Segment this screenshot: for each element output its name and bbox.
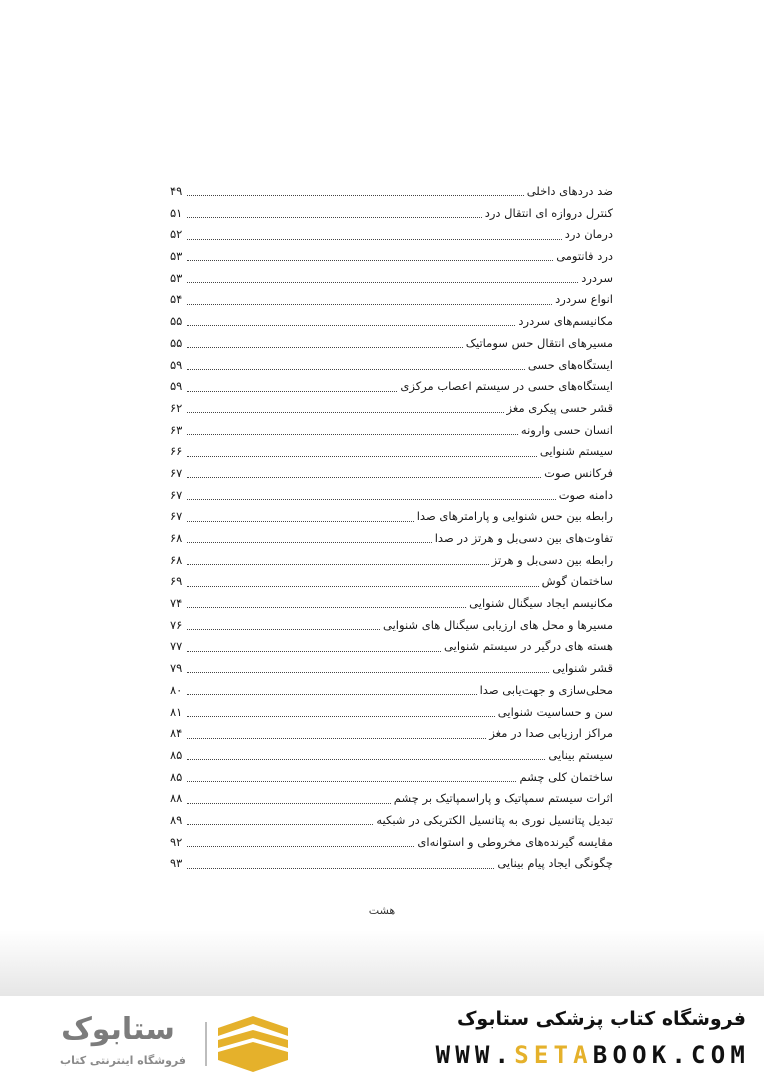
toc-entry	[170, 810, 613, 832]
toc-dot-leader	[187, 434, 518, 435]
toc-entry-page: ۸۹	[170, 812, 183, 827]
toc-entry-page: ۵۵	[170, 314, 183, 329]
toc-entry	[170, 745, 613, 767]
toc-dot-leader	[187, 651, 441, 652]
toc-dot-leader	[187, 716, 495, 717]
toc-dot-leader	[187, 412, 504, 413]
toc-entry	[170, 658, 613, 680]
toc-entry-page: ۹۳	[170, 856, 183, 871]
toc-entry-page: ۶۸	[170, 552, 183, 567]
logo-divider	[205, 1022, 207, 1066]
url-highlight: SETA	[514, 1041, 593, 1069]
toc-entry-title: دامنه صوت	[558, 487, 613, 502]
toc-dot-leader	[187, 738, 486, 739]
toc-entry-page: ۶۸	[170, 531, 183, 545]
toc-entry	[170, 680, 613, 702]
logo-wordmark: ستابوک	[61, 1012, 175, 1047]
url-prefix: WWW.	[435, 1041, 515, 1069]
url-suffix: BOOK.COM	[592, 1041, 750, 1069]
toc-entry-title: قشر شنوایی	[552, 661, 613, 676]
toc-entry-title: مقایسه گیرنده‌های مخروطی و استوانه‌ای	[417, 834, 613, 849]
toc-dot-leader	[187, 868, 494, 869]
toc-dot-leader	[187, 694, 477, 695]
toc-entry	[170, 224, 613, 246]
toc-entry-page: ۴۹	[170, 184, 183, 198]
toc-entry-title: مکانیسم‌های سردرد	[518, 314, 613, 329]
toc-entry	[170, 311, 613, 333]
toc-entry-page: ۵۵	[170, 335, 183, 350]
toc-entry	[170, 246, 613, 268]
toc-dot-leader	[187, 781, 516, 782]
toc-entry-title: فرکانس صوت	[544, 465, 613, 480]
page-number: هشت	[368, 904, 396, 917]
toc-dot-leader	[187, 282, 578, 283]
toc-dot-leader	[187, 759, 545, 760]
toc-dot-leader	[187, 195, 524, 196]
toc-dot-leader	[187, 477, 541, 478]
toc-dot-leader	[187, 325, 515, 326]
toc-entry-page: ۶۷	[170, 509, 183, 524]
toc-entry	[170, 268, 613, 290]
toc-dot-leader	[187, 607, 466, 608]
toc-entry-title: ساختمان گوش	[541, 574, 613, 589]
toc-entry-page: ۵۹	[170, 357, 183, 372]
toc-entry-page: ۷۴	[170, 596, 183, 611]
toc-entry-page: ۶۲	[170, 400, 183, 415]
toc-entry-title: انواع سردرد	[555, 292, 613, 307]
toc-dot-leader	[187, 586, 539, 587]
toc-dot-leader	[187, 391, 397, 392]
toc-entry-title: ساختمان کلی چشم	[519, 769, 613, 784]
toc-entry	[170, 593, 613, 615]
toc-entry-title: ایستگاه‌های حسی	[527, 357, 613, 372]
toc-entry	[170, 528, 613, 550]
toc-entry	[170, 723, 613, 745]
toc-entry	[170, 506, 613, 528]
toc-entry-page: ۸۵	[170, 747, 183, 762]
toc-entry-title: چگونگی ایجاد پیام بینایی	[497, 856, 613, 871]
toc-entry-page: ۵۳	[170, 270, 183, 285]
store-footer	[0, 996, 764, 1080]
toc-entry-title: مسیرها و محل های ارزیابی سیگنال های شنوایی	[383, 617, 613, 632]
toc-entry	[170, 181, 613, 203]
toc-entry	[170, 289, 613, 311]
toc-entry	[170, 788, 613, 810]
toc-entry-page: ۶۹	[170, 574, 183, 589]
toc-entry-page: ۹۲	[170, 834, 183, 849]
toc-dot-leader	[187, 629, 380, 630]
store-name: فروشگاه کتاب پزشکی ستابوک	[456, 1008, 746, 1030]
toc-entry-page: ۷۶	[170, 617, 183, 632]
toc-dot-leader	[187, 217, 482, 218]
toc-entry-title: رابطه بین دسی‌بل و هرتز	[491, 552, 613, 567]
toc-entry	[170, 636, 613, 658]
toc-entry-page: ۶۳	[170, 422, 183, 437]
toc-entry	[170, 463, 613, 485]
toc-entry-page: ۵۴	[170, 292, 183, 307]
toc-entry-title: قشر حسی پیکری مغز	[506, 400, 613, 415]
toc-dot-leader	[187, 824, 373, 825]
logo-tagline: فروشگاه اینترنتی کتاب	[60, 1054, 186, 1067]
toc-dot-leader	[187, 846, 414, 847]
toc-entry-title: اثرات سیستم سمپاتیک و پاراسمپاتیک بر چشم	[393, 791, 613, 806]
toc-entry-page: ۸۰	[170, 682, 183, 697]
toc-entry-page: ۸۵	[170, 769, 183, 784]
toc-entry	[170, 203, 613, 225]
toc-entry	[170, 767, 613, 789]
toc-entry-title: انسان حسی وارونه	[520, 422, 613, 437]
toc-entry-page: ۷۹	[170, 661, 183, 676]
toc-entry-title: درد فانتومی	[556, 249, 613, 264]
toc-entry	[170, 571, 613, 593]
toc-entry-title: سیستم بینایی	[548, 747, 613, 762]
toc-dot-leader	[187, 347, 463, 348]
toc-entry	[170, 615, 613, 637]
toc-entry-title: هسته های درگیر در سیستم شنوایی	[444, 639, 613, 654]
toc-entry-title: درمان درد	[564, 227, 613, 242]
toc-entry-title: رابطه بین حس شنوایی و پارامترهای صدا	[416, 509, 613, 524]
toc-entry-page: ۸۴	[170, 726, 183, 741]
toc-entry-title: سردرد	[581, 270, 613, 285]
toc-entry-title: محلی‌سازی و جهت‌یابی صدا	[479, 682, 613, 697]
toc-entry	[170, 398, 613, 420]
toc-dot-leader	[187, 803, 391, 804]
toc-entry	[170, 376, 613, 398]
toc-entry-title: ضد دردهای داخلی	[526, 184, 613, 198]
store-url[interactable]	[436, 1041, 750, 1069]
toc-entry-title: تبدیل پتانسیل نوری به پتانسیل الکتریکی در شبکیه	[376, 812, 613, 827]
table-of-contents	[170, 181, 613, 875]
toc-dot-leader	[187, 672, 549, 673]
toc-entry-title: سن و حساسیت شنوایی	[497, 704, 613, 719]
toc-entry	[170, 420, 613, 442]
toc-entry-page: ۵۹	[170, 379, 183, 394]
toc-dot-leader	[187, 499, 556, 500]
toc-dot-leader	[187, 304, 552, 305]
toc-entry	[170, 355, 613, 377]
toc-entry-page: ۵۲	[170, 227, 183, 242]
toc-dot-leader	[187, 260, 553, 261]
toc-entry-title: ایستگاه‌های حسی در سیستم اعصاب مرکزی	[400, 379, 613, 394]
toc-entry-title: مکانیسم ایجاد سیگنال شنوایی	[469, 596, 613, 611]
toc-entry	[170, 550, 613, 572]
toc-entry-page: ۵۳	[170, 249, 183, 264]
toc-entry-title: تفاوت‌های بین دسی‌بل و هرتز در صدا	[434, 531, 613, 545]
toc-entry-title: مراکز ارزیابی صدا در مغز	[489, 726, 613, 741]
toc-entry-title: کنترل دروازه ای انتقال درد	[484, 205, 613, 220]
book-stack-logo-icon	[214, 1016, 292, 1072]
toc-entry	[170, 333, 613, 355]
toc-entry	[170, 853, 613, 875]
toc-entry-title: سیستم شنوایی	[539, 444, 613, 459]
toc-entry-page: ۷۷	[170, 639, 183, 654]
toc-dot-leader	[187, 564, 489, 565]
toc-entry	[170, 485, 613, 507]
toc-entry-page: ۶۷	[170, 487, 183, 502]
toc-entry-page: ۵۱	[170, 205, 183, 220]
page-shadow	[0, 930, 764, 996]
toc-dot-leader	[187, 456, 537, 457]
toc-entry-page: ۶۷	[170, 465, 183, 480]
toc-entry	[170, 832, 613, 854]
toc-dot-leader	[187, 239, 562, 240]
toc-entry-page: ۸۸	[170, 791, 183, 806]
toc-entry-page: ۶۶	[170, 444, 183, 459]
toc-dot-leader	[187, 542, 432, 543]
toc-entry	[170, 702, 613, 724]
toc-entry	[170, 441, 613, 463]
toc-entry-page: ۸۱	[170, 704, 183, 719]
toc-entry-title: مسیرهای انتقال حس سوماتیک	[465, 335, 613, 350]
toc-dot-leader	[187, 521, 414, 522]
toc-dot-leader	[187, 369, 525, 370]
